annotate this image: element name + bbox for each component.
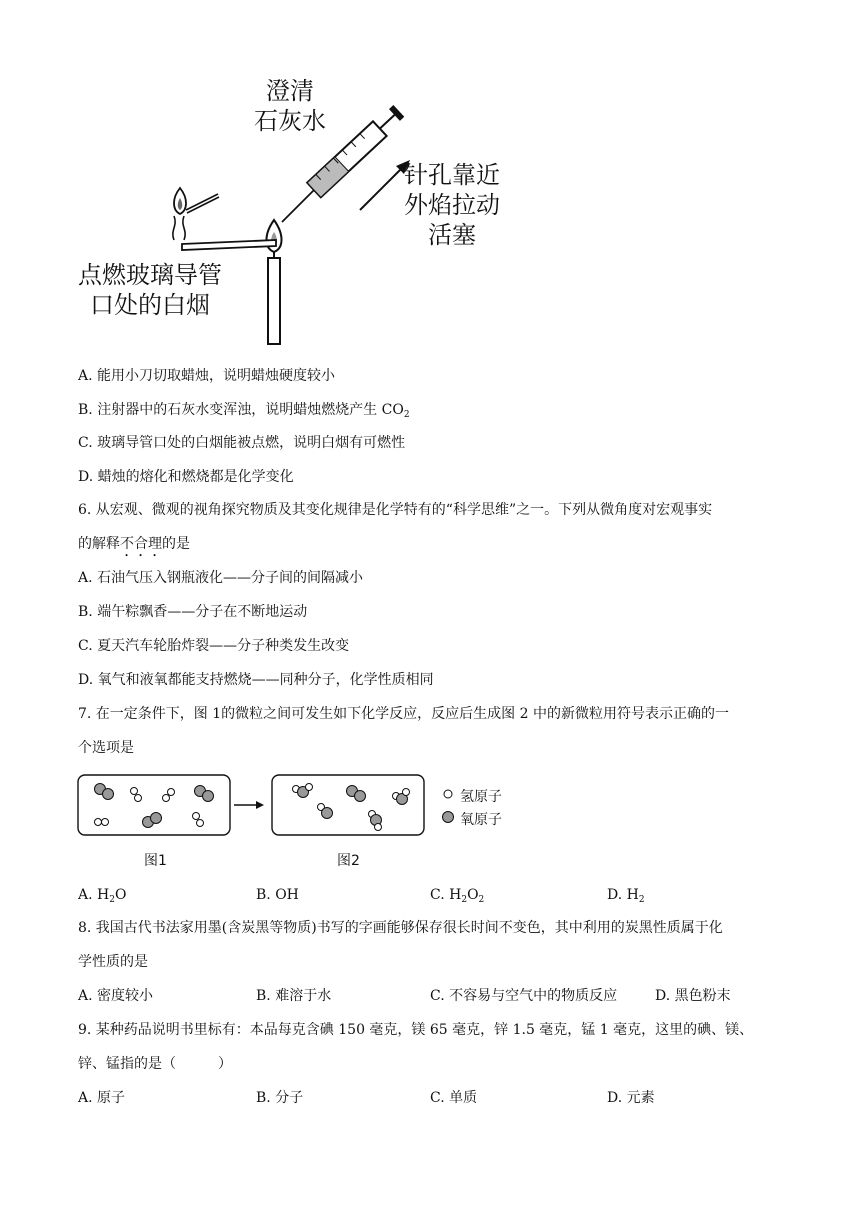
q8-option-c: C. 不容易与空气中的物质反应 (430, 988, 618, 1004)
q9-option-d: D. 元素 (607, 1090, 655, 1106)
syringe-needle-icon (282, 190, 314, 222)
q7-option-a: A. $H_2O$ (78, 887, 127, 905)
q7-stem-line-1: 7. 在一定条件下，图 1的微粒之间可发生如下化学反应，反应后生成图 2 中的新微粒用符号表示正确的一 (78, 706, 729, 722)
q6-stem-line-1: 6. 从宏观、微观的视角探究物质及其变化规律是化学特有的“科学思维”之一。下列从微角度对宏观事实 (78, 502, 713, 518)
q7-stem-line-2: 个选项是 (78, 740, 134, 756)
q9-option-c: C. 单质 (430, 1090, 478, 1106)
candle-icon (268, 258, 280, 344)
q5-option-c: C. 玻璃导管口处的白烟能被点燃，说明白烟有可燃性 (78, 435, 406, 451)
q5-option-b: B. 注射器中的石灰水变浑浊，说明蜡烛燃烧产生 $CO_2$ (78, 402, 410, 420)
hydrogen-atom-legend-icon (444, 790, 452, 798)
syringe-label: 澄清 石灰水 (254, 77, 326, 135)
q8-option-d: D. 黑色粉末 (655, 988, 731, 1004)
q6-option-a: A. 石油气压入钢瓶液化——分子间的间隔减小 (78, 570, 364, 586)
glass-tube-icon (182, 240, 276, 250)
q7-option-b: B. OH (256, 887, 299, 903)
tube-label: 点燃玻璃导管 口处的白烟 (78, 261, 222, 319)
figure-2-caption: 图2 (337, 853, 360, 869)
q9-option-a: A. 原子 (78, 1090, 126, 1106)
oxygen-atom-legend-icon (443, 812, 454, 823)
q6-option-d: D. 氧气和液氧都能支持燃烧——同种分子，化学性质相同 (78, 672, 434, 688)
q6-option-b: B. 端午粽飘香——分子在不断地运动 (78, 604, 308, 620)
arrow-label: 针孔靠近 外焰拉动 活塞 (404, 161, 500, 249)
particle-diagram (76, 772, 536, 872)
match-stick-icon (186, 194, 218, 210)
q7-option-d: D. $H_2$ (607, 887, 645, 905)
q8-option-b: B. 难溶于水 (256, 988, 332, 1004)
q5-option-d: D. 蜡烛的熔化和燃烧都是化学变化 (78, 469, 294, 485)
q8-stem-line-2: 学性质的是 (78, 954, 148, 970)
legend-hydrogen-label: 氢原子 (460, 789, 502, 805)
q9-option-b: B. 分子 (256, 1090, 304, 1106)
q8-option-a: A. 密度较小 (78, 988, 154, 1004)
figure-2-box (272, 775, 424, 835)
candle-experiment-figure (70, 70, 530, 350)
q8-stem-line-1: 8. 我国古代书法家用墨(含炭黑等物质)书写的字画能够保存很长时间不变色，其中利用的炭黑性质属于化 (78, 920, 723, 936)
q6-stem-line-2: 的解释不合理的是 (78, 536, 190, 552)
q5-option-a: A. 能用小刀切取蜡烛，说明蜡烛硬度较小 (78, 368, 336, 384)
legend-oxygen-label: 氧原子 (460, 812, 502, 828)
figure-1-caption: 图1 (144, 853, 167, 869)
q6-option-c: C. 夏天汽车轮胎炸裂——分子种类发生改变 (78, 638, 350, 654)
particle-diagram-drawing (76, 772, 536, 842)
q9-stem-line-1: 9. 某种药品说明书里标有：本品每克含碘 150 毫克，镁 65 毫克，锌 1.5 毫克，锰 1 毫克，这里的碘、镁、 (78, 1022, 754, 1038)
emphasis-not-reasonable: 不合理 (120, 536, 162, 552)
reaction-arrow-icon (256, 801, 264, 809)
q7-option-c: C. $H_2O_2$ (430, 887, 485, 905)
q9-stem-line-2: 锌、锰指的是（ ） (78, 1056, 232, 1072)
